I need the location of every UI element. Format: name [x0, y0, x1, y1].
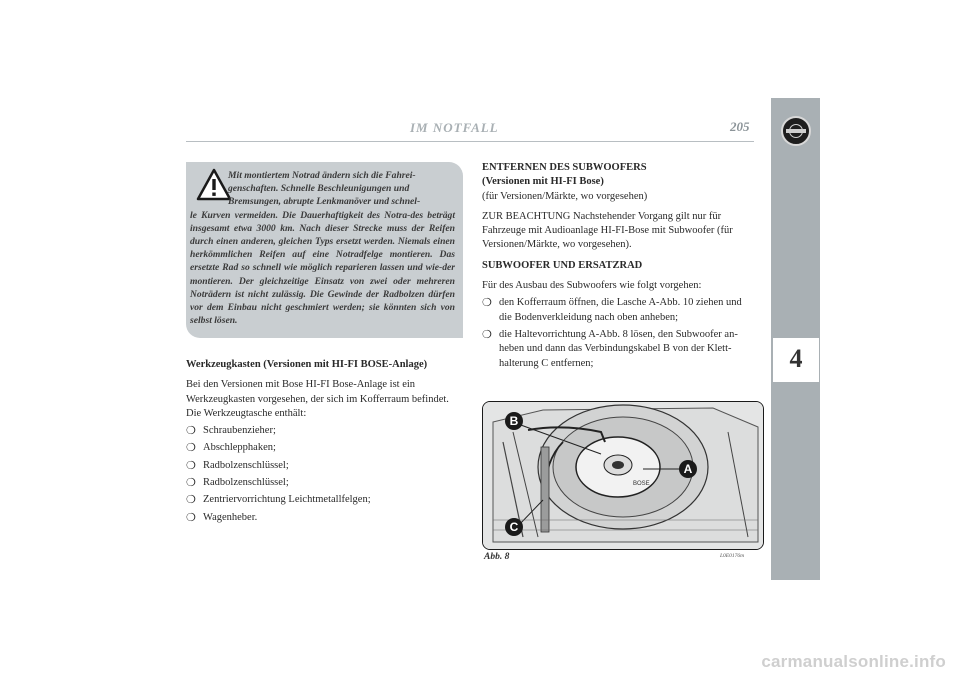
chapter-marker: [773, 338, 819, 382]
list-item: ❍ Radbolzenschlüssel;: [186, 477, 289, 490]
bullet-icon: ❍: [482, 328, 492, 341]
figure-code: L0E0176m: [720, 553, 745, 559]
warning-text: [186, 169, 463, 327]
list-item: ❍ Schraubenzieher;: [186, 425, 276, 438]
bullet-icon: ❍: [186, 477, 196, 490]
list-item: ❍ Wagenheber.: [186, 511, 258, 524]
subwoofer-heading-line2: (Versionen mit HI-FI Bose): [482, 176, 604, 188]
logo-bar: [786, 129, 806, 133]
bullet-icon: ❍: [186, 494, 196, 507]
warning-line-2: genschaften. Schnelle Beschleunigungen und: [228, 183, 410, 195]
toolkit-list: [186, 424, 466, 525]
spare-wheel-steps: [482, 296, 757, 370]
bose-label: BOSE: [633, 481, 650, 487]
running-header-title: IM NOTFALL: [410, 120, 499, 135]
toolkit-intro: Bei den Versionen mit Bose HI-FI Bose-Anlage ist ein Werkzeugkasten vorgesehen, der sich im Kofferraum befindet.: [186, 379, 449, 405]
callout-a: A: [679, 460, 697, 478]
lancia-logo-icon: [781, 116, 811, 146]
figure-abb-8: [482, 401, 764, 550]
warning-box: [186, 162, 463, 338]
subwoofer-heading-line1: ENTFERNEN DES SUBWOOFERS: [482, 162, 647, 173]
warning-body: le Kurven vermeiden. Die Dauerhaftigkeit des Notra-des beträgt insgesamt etwa 3000 km. Nach dieser Strecke muss der Reifen durch einen anderen, gleichen Typs ersetzt werden. Niemals einen herkömmlichen Reifen auf eine Notradfelge montieren. Das ersetzte Rad so schnell wie möglich reparieren lassen und wie-der montieren. Der gleichzeitige Einsatz von zwei oder mehreren Noträdern ist nicht zulässig. Die Gewinde der Radbolzen dürfen vor dem Einbau nicht geschmiert werden; sie könnten sich von selbst lösen.: [190, 209, 455, 327]
list-item: ❍ die Haltevorrichtung A-Abb. 8 lösen, den Subwoofer an-heben und dann das Verbindungskabel B von der Klett-halterung C entfernen;: [482, 328, 738, 369]
watermark: carmanualsonline.info: [761, 652, 946, 671]
bullet-icon: ❍: [186, 511, 196, 524]
figure-caption: Abb. 8: [484, 552, 510, 562]
list-item: ❍ Abschlepphaken;: [186, 442, 276, 455]
trunk-subwoofer-illustration: [483, 402, 764, 550]
chapter-number: 4: [789, 344, 803, 373]
callout-c: C: [505, 518, 523, 536]
page-number: 205: [730, 119, 750, 134]
warning-line-3: Bremsungen, abrupte Lenkmanöver und schnel-: [228, 196, 421, 208]
toolkit-section: [186, 358, 466, 528]
subwoofer-section: [482, 161, 757, 374]
list-item: ❍ den Kofferraum öffnen, die Lasche A-Abb. 10 ziehen und die Bodenverkleidung nach oben anheben;: [482, 297, 742, 323]
toolkit-heading: Werkzeugkasten (Versionen mit HI-FI BOSE-Anlage): [186, 359, 428, 370]
subwoofer-subheading: (für Versionen/Märkte, wo vorgesehen): [482, 190, 648, 202]
list-item: ❍ Radbolzenschlüssel;: [186, 459, 289, 472]
spare-wheel-intro: Für des Ausbau des Subwoofers wie folgt vorgehen:: [482, 280, 702, 292]
spare-wheel-heading: SUBWOOFER UND ERSATZRAD: [482, 259, 643, 271]
header-rule: [186, 141, 754, 142]
bullet-icon: ❍: [186, 459, 196, 472]
subwoofer-note: ZUR BEACHTUNG Nachstehender Vorgang gilt nur für Fahrzeuge mit Audioanlage HI-FI-Bose mit Subwoofer (für Versionen/Märkte, wo vorgesehen).: [482, 210, 733, 251]
bullet-icon: ❍: [186, 425, 196, 438]
callout-b: B: [505, 412, 523, 430]
list-item: ❍ Zentriervorrichtung Leichtmetallfelgen;: [186, 494, 371, 507]
bullet-icon: ❍: [482, 297, 492, 310]
warning-line-1: Mit montiertem Notrad ändern sich die Fahrei-: [228, 170, 416, 181]
toolkit-contents-label: Die Werkzeugtasche enthält:: [186, 407, 307, 419]
bullet-icon: ❍: [186, 442, 196, 455]
